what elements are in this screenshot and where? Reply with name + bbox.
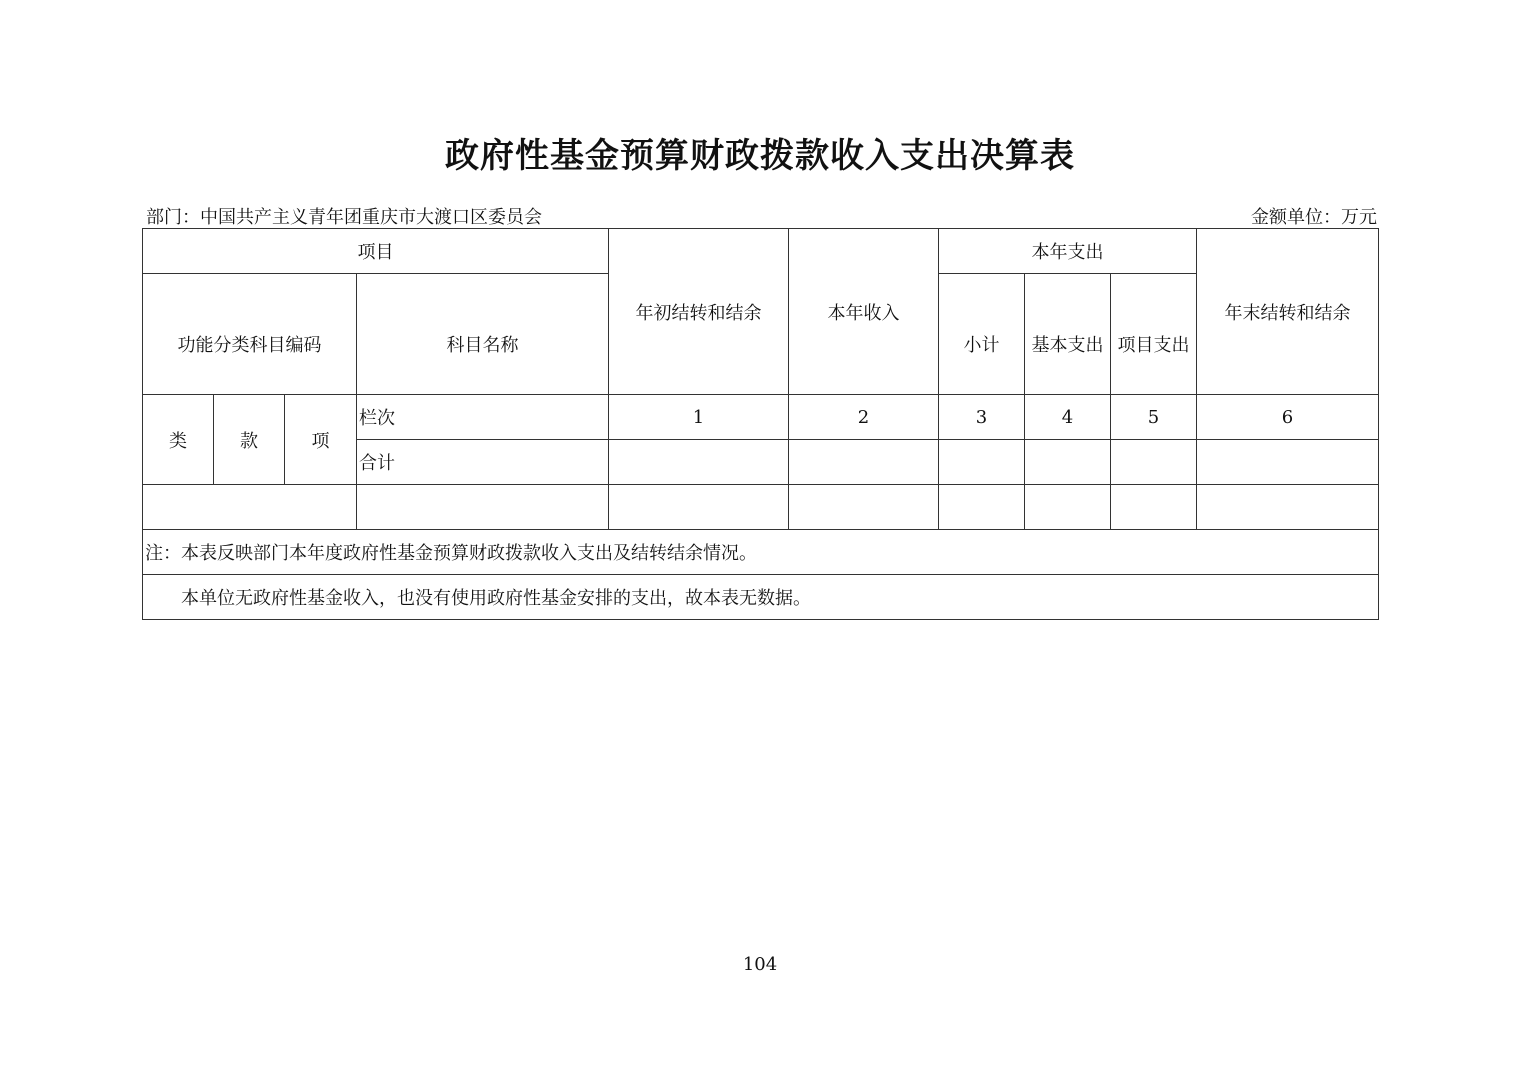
note-row-2 (143, 575, 1379, 620)
header-beginning-balance: 年初结转和结余 (609, 229, 789, 395)
total-cell (609, 440, 789, 485)
empty-cell (1197, 485, 1379, 530)
table-note-2: 本单位无政府性基金收入，也没有使用政府性基金安排的支出，故本表无数据。 (143, 575, 1379, 620)
header-section: 款 (214, 395, 285, 485)
column-number-4: 4 (1025, 395, 1111, 440)
department-label: 部门：中国共产主义青年团重庆市大渡口区委员会 (146, 207, 542, 228)
empty-cell (1111, 485, 1197, 530)
column-number-2: 2 (789, 395, 939, 440)
header-subtotal: 小计 (939, 274, 1025, 395)
budget-table (142, 228, 1379, 620)
column-number-6: 6 (1197, 395, 1379, 440)
header-item: 项 (285, 395, 357, 485)
empty-cell (143, 485, 357, 530)
header-project: 项目 (143, 229, 609, 274)
total-label: 合计 (357, 440, 609, 485)
column-index-row (143, 395, 1379, 440)
empty-row (143, 485, 1379, 530)
column-index-label: 栏次 (357, 395, 609, 440)
empty-cell (789, 485, 939, 530)
page-number: 104 (742, 954, 778, 975)
header-current-year-income: 本年收入 (789, 229, 939, 395)
empty-cell (609, 485, 789, 530)
total-cell (1197, 440, 1379, 485)
total-cell (939, 440, 1025, 485)
header-project-expense: 项目支出 (1111, 274, 1197, 395)
header-row-1 (143, 229, 1379, 274)
header-current-year-expense: 本年支出 (939, 229, 1197, 274)
header-category: 类 (143, 395, 214, 485)
header-function-code: 功能分类科目编码 (143, 274, 357, 395)
column-number-5: 5 (1111, 395, 1197, 440)
header-basic-expense: 基本支出 (1025, 274, 1111, 395)
header-ending-balance: 年末结转和结余 (1197, 229, 1379, 395)
note-row-1 (143, 530, 1379, 575)
empty-cell (1025, 485, 1111, 530)
empty-cell (357, 485, 609, 530)
header-subject-name: 科目名称 (357, 274, 609, 395)
total-cell (1111, 440, 1197, 485)
column-number-3: 3 (939, 395, 1025, 440)
column-number-1: 1 (609, 395, 789, 440)
unit-label: 金额单位：万元 (1251, 207, 1377, 228)
page-title: 政府性基金预算财政拨款收入支出决算表 (445, 136, 1075, 176)
empty-cell (939, 485, 1025, 530)
table-note-1: 注：本表反映部门本年度政府性基金预算财政拨款收入支出及结转结余情况。 (143, 530, 1379, 575)
total-cell (789, 440, 939, 485)
total-cell (1025, 440, 1111, 485)
